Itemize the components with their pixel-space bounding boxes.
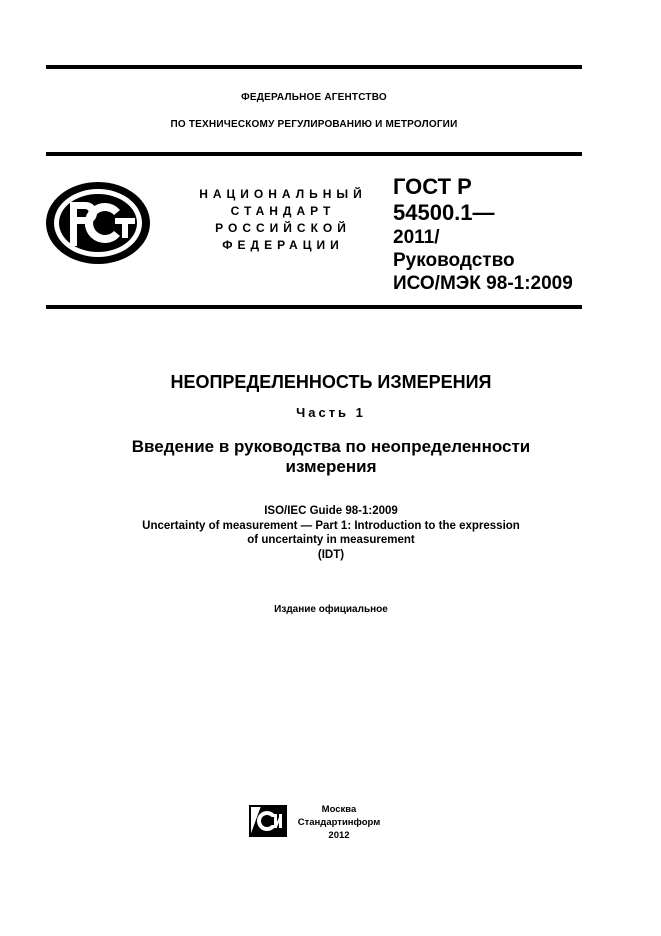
standartinform-logo-icon xyxy=(247,803,289,839)
rst-conformity-mark-icon xyxy=(44,180,152,266)
designation-line-5: ИСО/МЭК 98-1:2009 xyxy=(393,273,573,294)
standard-designation xyxy=(393,174,583,295)
part-label: Часть 1 xyxy=(296,405,366,420)
agency-line-2: ПО ТЕХНИЧЕСКОМУ РЕГУЛИРОВАНИЮ И МЕТРОЛОГИИ xyxy=(170,119,458,130)
english-title-block xyxy=(46,504,616,562)
publisher-year: 2012 xyxy=(328,830,350,841)
designation-line-2: 54500.1— xyxy=(393,200,495,225)
standard-type-line: РОССИЙСКОЙ xyxy=(215,221,351,235)
document-title: НЕОПРЕДЕЛЕННОСТЬ ИЗМЕРЕНИЯ xyxy=(170,372,492,392)
english-line-1: ISO/IEC Guide 98-1:2009 xyxy=(264,505,398,517)
publisher-block xyxy=(294,803,384,842)
standard-type-line: СТАНДАРТ xyxy=(230,204,336,218)
top-rule xyxy=(46,65,582,69)
bottom-rule xyxy=(46,305,582,309)
subtitle-line-2: измерения xyxy=(285,457,377,476)
english-line-4: (IDT) xyxy=(317,548,345,561)
agency-line-1: ФЕДЕРАЛЬНОЕ АГЕНТСТВО xyxy=(241,92,387,103)
designation-line-1: ГОСТ Р xyxy=(393,174,472,199)
standard-type-block xyxy=(168,186,398,254)
publisher-name: Стандартинформ xyxy=(297,817,381,828)
designation-line-4: Руководство xyxy=(393,250,515,271)
edition-label: Издание официальное xyxy=(274,604,388,615)
middle-rule xyxy=(46,152,582,156)
publisher-city: Москва xyxy=(321,804,357,815)
subtitle-line-1: Введение в руководства по неопределенности xyxy=(131,437,531,456)
standard-type-line: НАЦИОНАЛЬНЫЙ xyxy=(199,187,367,201)
standard-type-line: ФЕДЕРАЦИИ xyxy=(222,238,344,252)
designation-line-3: 2011/ xyxy=(393,227,440,248)
english-line-3: of uncertainty in measurement xyxy=(247,534,415,546)
document-subtitle xyxy=(46,437,616,477)
english-line-2: Uncertainty of measurement — Part 1: Introduction to the expression xyxy=(142,519,520,532)
